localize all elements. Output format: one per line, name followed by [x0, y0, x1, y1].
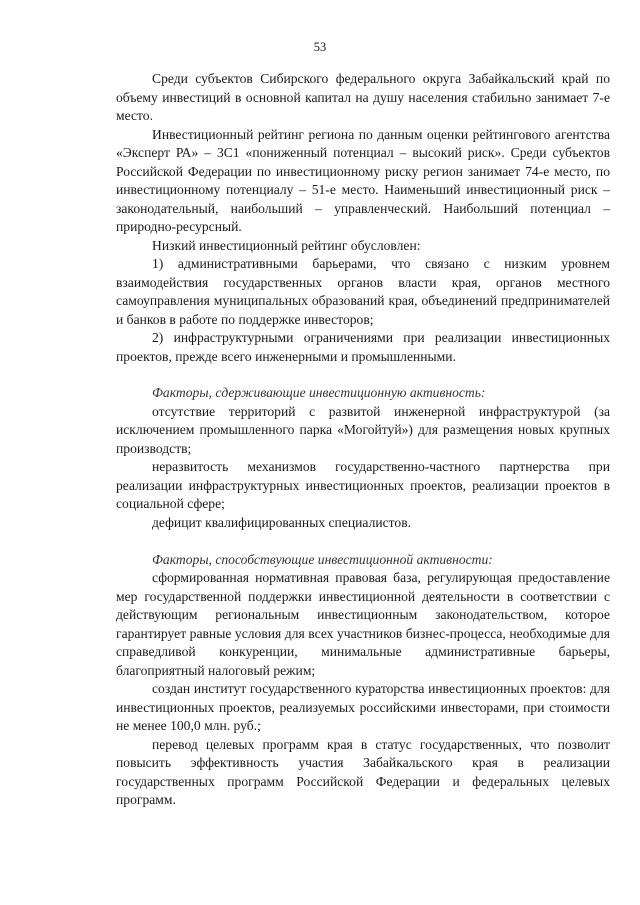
paragraph-ppp-underdeveloped: неразвитость механизмов государственно-частного партнерства при реализации инфраструктурных инвестиционных проектов, реализации проектов в социальной сфере; — [116, 459, 610, 511]
paragraph-infrastructure-constraints: 2) инфраструктурными ограничениями при реализации инвестиционных проектов, прежде всего инженерными и промышленными. — [116, 330, 610, 364]
paragraph-regulatory-framework: сформированная нормативная правовая база, регулирующая предоставление мер государственной поддержки инвестиционной деятельности в соответствии с действующим региональным инвестиционным законодательством, которое гарантирует равные условия для всех участников бизнес-процесса, необходимые для справедливой конкуренции, минимальные административные барьеры, благоприятный налоговый режим; — [116, 570, 610, 678]
page-number: 53 — [313, 40, 327, 54]
heading-supporting-factors: Факторы, способствующие инвестиционной активности: — [152, 551, 493, 567]
spacer — [116, 532, 610, 551]
paragraph-curatorship-institute: создан институт государственного кураторства инвестиционных проектов: для инвестиционных проектов, реализуемых российскими инвесторами, при стоимости не менее 100,0 млн. руб.; — [116, 681, 610, 733]
heading-restraining-factors: Факторы, сдерживающие инвестиционную активность: — [152, 385, 486, 400]
paragraph-low-rating-causes: Низкий инвестиционный рейтинг обусловлен: — [152, 237, 421, 253]
paragraph-siberian-district-rank: Среди субъектов Сибирского федерального округа Забайкальский край по объему инвестиций в основной капитал на душу населения стабильно занимает 7-е место. — [116, 71, 610, 123]
paragraph-investment-rating: Инвестиционный рейтинг региона по данным оценки рейтингового агентства «Эксперт РА» – 3С1 «пониженный потенциал – высокий риск». Среди субъектов Российской Федерации по инвестиционному риску регион занимает 74-е место, по инвестиционному потенциалу – 51-е место. Наименьший инвестиционный риск – законодательный, наибольший – управленческий. Наибольший потенциал – природно-ресурсный. — [116, 126, 610, 234]
paragraph-no-infrastructure-territories: отсутствие территорий с развитой инженерной инфраструктурой (за исключением промышленного парка «Могойтуй») для размещения новых крупных производств; — [116, 403, 610, 456]
paragraph-specialist-shortage: дефицит квалифицированных специалистов. — [152, 514, 412, 530]
document-body — [116, 70, 610, 810]
paragraph-administrative-barriers: 1) административными барьерами, что связано с низким уровнем взаимодействия государственных органов власти края, органов местного самоуправления муниципальных образований края, объединений предпринимателей и банков в работе по поддержке инвесторов; — [116, 256, 610, 327]
paragraph-program-transfer: перевод целевых программ края в статус государственных, что позволит повысить эффективность участия Забайкальского края в реализации государственных программ Российской Федерации и федеральных целевых программ. — [116, 736, 610, 807]
spacer — [116, 366, 610, 384]
